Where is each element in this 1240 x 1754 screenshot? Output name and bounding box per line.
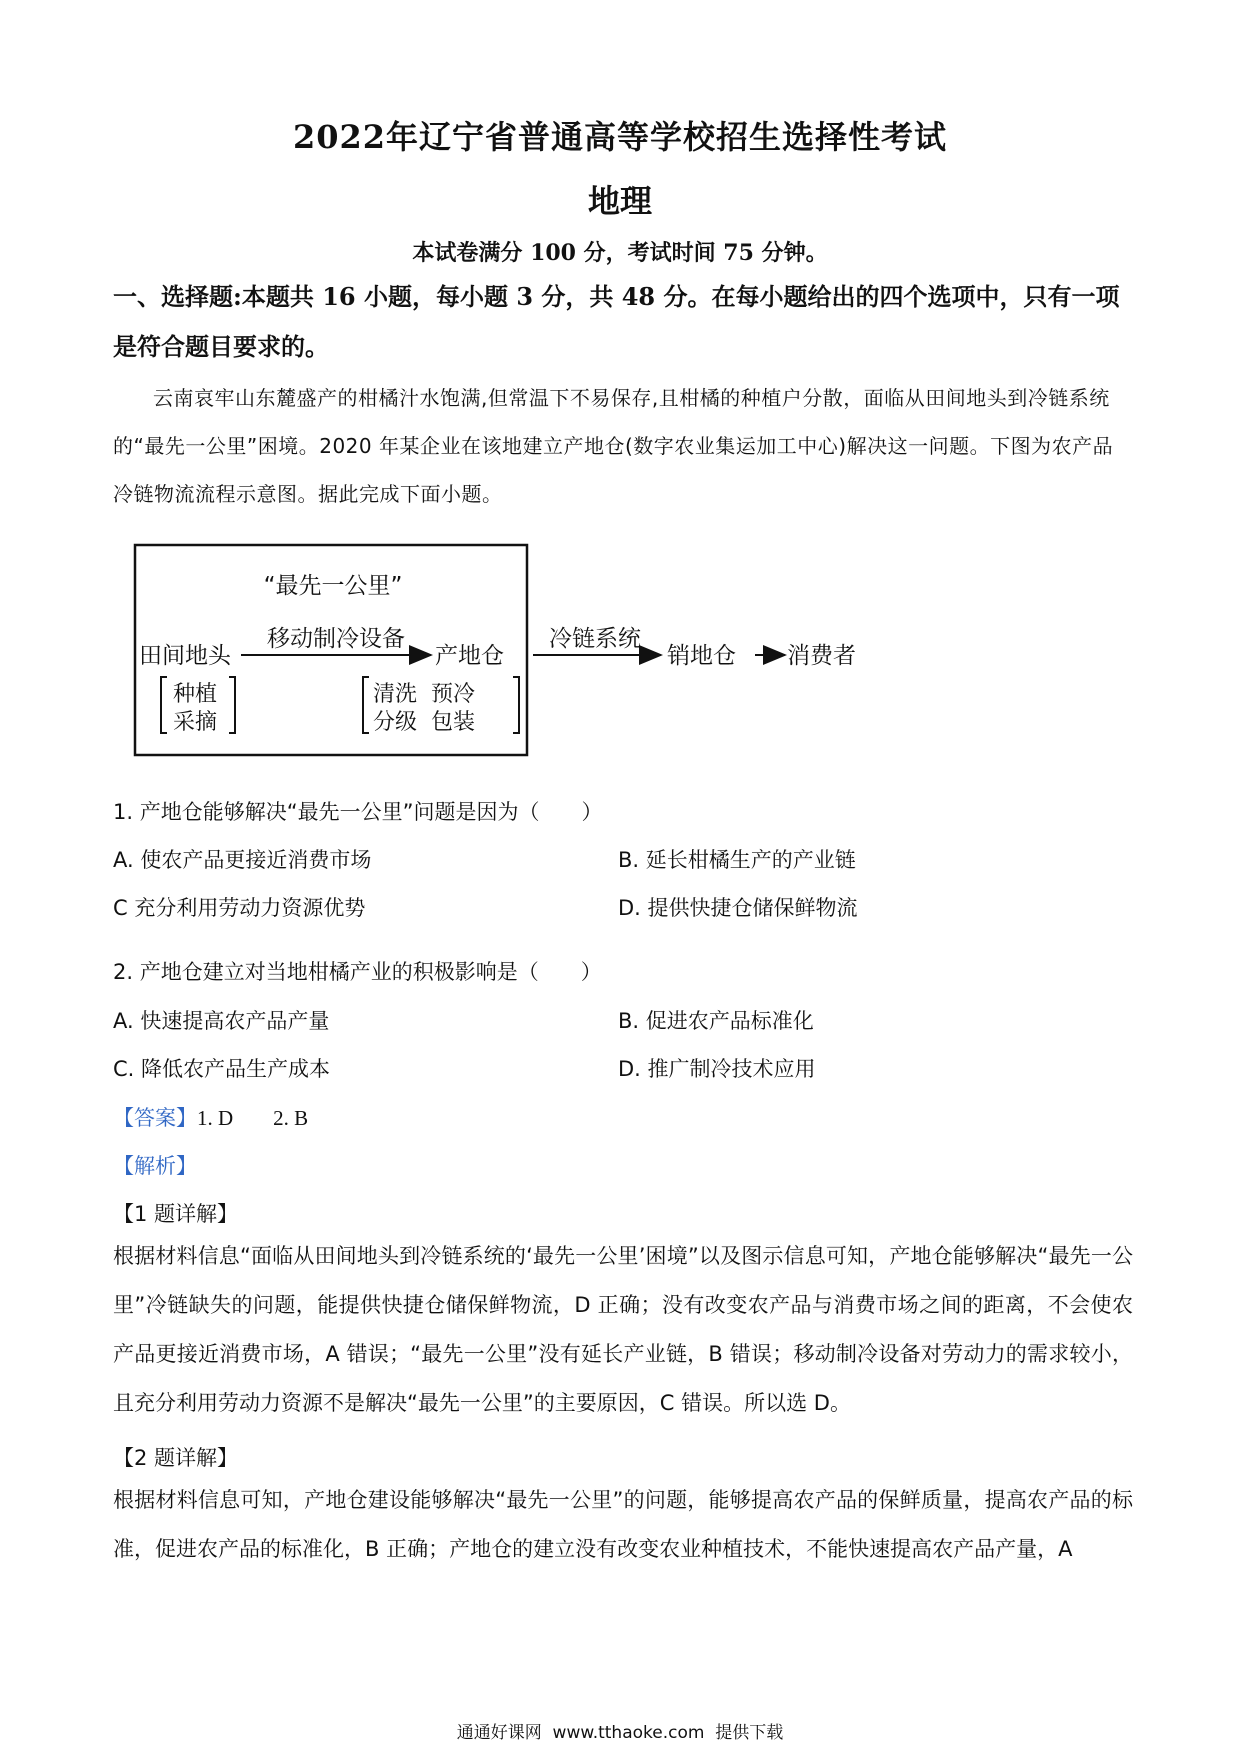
q1-option-d: D. 提供快捷仓储保鲜物流 [618, 896, 858, 920]
q1-option-b: B. 延长柑橘生产的产业链 [618, 848, 856, 872]
warehouse-sub-2: 分级 包装 [373, 710, 475, 735]
answer-1: 1. D [197, 1106, 234, 1130]
answer-tag: 【答案】 [113, 1106, 197, 1130]
cold-chain-flow-diagram [133, 543, 873, 763]
bracket-right-warehouse [513, 677, 519, 733]
q1-option-a: A. 使农产品更接近消费市场 [113, 848, 372, 872]
question-2-stem: 2. 产地仓建立对当地柑橘产业的积极影响是（ ） [113, 960, 602, 984]
warehouse-sub-1: 清洗 预冷 [373, 682, 475, 707]
section-heading: 一、选择题:本题共 16 小题，每小题 3 分，共 48 分。在每小题给出的四个选项中，只有一项是符合题目要求的。 [113, 282, 1120, 361]
exam-title: 2022年辽宁省普通高等学校招生选择性考试 [292, 118, 948, 156]
footer-source: 通通好课网 www.tthaoke.com 提供下载 [456, 1723, 784, 1743]
bracket-right-field [229, 677, 235, 733]
arrow-label-cold-chain: 冷链系统 [549, 626, 641, 652]
q2-detail-heading: 【2 题详解】 [113, 1446, 239, 1470]
material-text: 云南哀牢山东麓盛产的柑橘汁水饱满,但常温下不易保存,且柑橘的种植户分散，面临从田间地头到冷链系统的“最先一公里”困境。2020 年某企业在该地建立产地仓(数字农业集运加工中心)解决这一问题。下图为农产品冷链物流流程示意图。据此完成下面小题。 [113, 386, 1114, 506]
node-field: 田间地头 [139, 643, 231, 669]
q2-option-d: D. 推广制冷技术应用 [618, 1057, 816, 1081]
answer-line [113, 1102, 308, 1132]
field-sub-picking: 采摘 [173, 710, 218, 735]
subject-title: 地理 [587, 182, 652, 220]
analysis-tag: 【解析】 [113, 1154, 197, 1178]
q1-option-c: C 充分利用劳动力资源优势 [113, 896, 366, 920]
bracket-left-warehouse [363, 677, 369, 733]
q2-detail-text: 根据材料信息可知，产地仓建设能够解决“最先一公里”的问题，能够提高农产品的保鲜质量，提高农产品的标准，促进农产品的标准化，B 正确；产地仓的建立没有改变农业种植技术，不能快速提高农产品产量，A [113, 1488, 1133, 1561]
q2-option-a: A. 快速提高农产品产量 [113, 1009, 330, 1033]
node-sales-warehouse: 销地仓 [667, 643, 736, 669]
question-1-stem: 1. 产地仓能够解决“最先一公里”问题是因为（ ） [113, 800, 603, 824]
bracket-left-field [161, 677, 167, 733]
box-title: “最先一公里” [263, 573, 403, 599]
node-consumer: 消费者 [787, 643, 856, 669]
q1-detail-heading: 【1 题详解】 [113, 1202, 239, 1226]
q2-option-c: C. 降低农产品生产成本 [113, 1057, 331, 1081]
field-sub-planting: 种植 [173, 682, 218, 707]
node-origin-warehouse: 产地仓 [435, 643, 504, 669]
exam-info: 本试卷满分 100 分，考试时间 75 分钟。 [412, 240, 828, 266]
q2-option-b: B. 促进农产品标准化 [618, 1009, 814, 1033]
q1-detail-text: 根据材料信息“面临从田间地头到冷链系统的‘最先一公里’困境”以及图示信息可知，产地仓能够解决“最先一公里”冷链缺失的问题，能提供快捷仓储保鲜物流，D 正确；没有改变农产品与消费市场之间的距离，不会使农产品更接近消费市场，A 错误；“最先一公里”没有延长产业链，B 错误；移动制冷设备对劳动力的需求较小，且充分利用劳动力资源不是解决“最先一公里”的主要原因，C 错误。所以选 D。 [113, 1244, 1133, 1415]
arrow-label-cooling: 移动制冷设备 [267, 626, 405, 652]
answer-2: 2. B [273, 1106, 309, 1130]
